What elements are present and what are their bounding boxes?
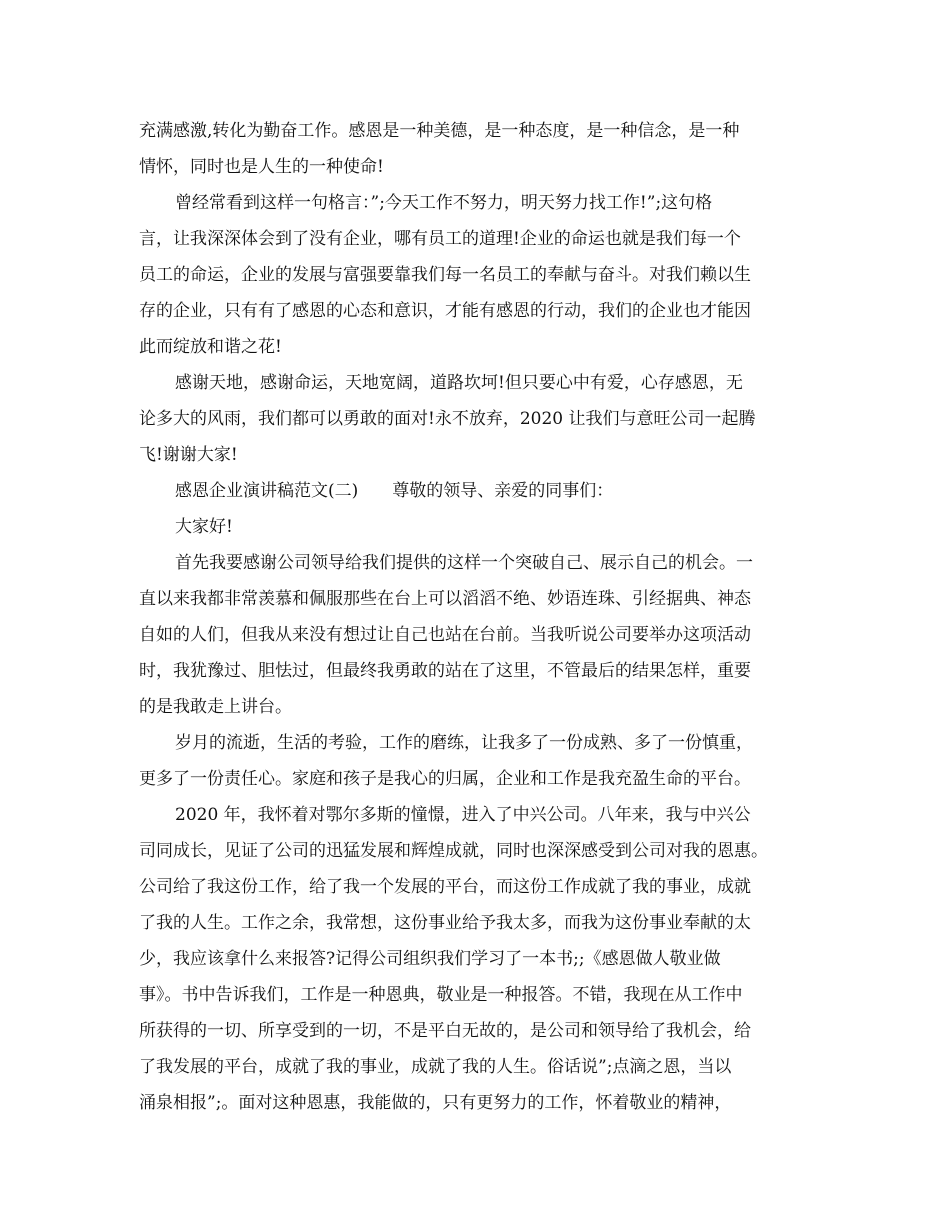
text-line: 所获得的一切、所享受到的一切，不是平白无故的，是公司和领导给了我机会，给 <box>139 1021 751 1041</box>
text-line: 曾经常看到这样一句格言：”;今天工作不努力，明天努力找工作!”;这句格 <box>175 193 713 213</box>
text-line: 2020 年，我怀着对鄂尔多斯的憧憬，进入了中兴公司。八年来，我与中兴公 <box>175 805 751 825</box>
text-line: 存的企业，只有有了感恩的心态和意识，才能有感恩的行动，我们的企业也才能因 <box>139 301 751 321</box>
text-line: 更多了一份责任心。家庭和孩子是我心的归属，企业和工作是我充盈生命的平台。 <box>139 769 751 789</box>
text-line: 情怀，同时也是人生的一种使命! <box>139 157 384 177</box>
text-line: 感谢天地，感谢命运，天地宽阔，道路坎坷!但只要心中有爱，心存感恩，无 <box>175 373 743 393</box>
text-line: 此而绽放和谐之花! <box>139 337 282 357</box>
text-line: 事》。书中告诉我们，工作是一种恩典，敬业是一种报答。不错，我现在从工作中 <box>139 985 743 1005</box>
text-line: 了我的人生。工作之余，我常想，这份事业给予我太多，而我为这份事业奉献的太 <box>139 913 751 933</box>
text-line: 时，我犹豫过、胆怯过，但最终我勇敢的站在了这里，不管最后的结果怎样，重要 <box>139 661 751 681</box>
text-line: 言，让我深深体会到了没有企业，哪有员工的道理!企业的命运也就是我们每一个 <box>139 229 741 249</box>
text-line: 大家好! <box>175 517 233 537</box>
text-line: 了我发展的平台，成就了我的事业，成就了我的人生。俗话说”;点滴之恩，当以 <box>139 1057 732 1077</box>
text-line: 充满感激,转化为勤奋工作。感恩是一种美德，是一种态度，是一种信念，是一种 <box>139 121 740 141</box>
text-line: 的是我敢走上讲台。 <box>139 697 292 717</box>
text-line: 自如的人们，但我从来没有想过让自己也站在台前。当我听说公司要举办这项活动 <box>139 625 751 645</box>
text-line: 飞!谢谢大家! <box>139 445 238 465</box>
text-line: 员工的命运，企业的发展与富强要靠我们每一名员工的奉献与奋斗。对我们赖以生 <box>139 265 751 285</box>
section-heading-line: 感恩企业演讲稿范文(二) 尊敬的领导、亲爱的同事们： <box>175 481 614 501</box>
text-line: 涌泉相报”;。面对这种恩惠，我能做的，只有更努力的工作，怀着敬业的精神， <box>139 1093 732 1113</box>
text-line: 少，我应该拿什么来报答?记得公司组织我们学习了一本书;;《感恩做人敬业做 <box>139 949 721 969</box>
text-line: 司同成长，见证了公司的迅猛发展和辉煌成就，同时也深深感受到公司对我的恩惠。 <box>139 841 768 861</box>
text-line: 岁月的流逝，生活的考验，工作的磨练，让我多了一份成熟、多了一份慎重， <box>175 733 753 753</box>
text-line: 直以来我都非常羡慕和佩服那些在台上可以滔滔不绝、妙语连珠、引经据典、神态 <box>139 589 751 609</box>
text-line: 首先我要感谢公司领导给我们提供的这样一个突破自己、展示自己的机会。一 <box>175 553 753 573</box>
text-line: 论多大的风雨，我们都可以勇敢的面对!永不放弃，2020 让我们与意旺公司一起腾 <box>139 409 756 429</box>
text-line: 公司给了我这份工作，给了我一个发展的平台，而这份工作成就了我的事业，成就 <box>139 877 751 897</box>
